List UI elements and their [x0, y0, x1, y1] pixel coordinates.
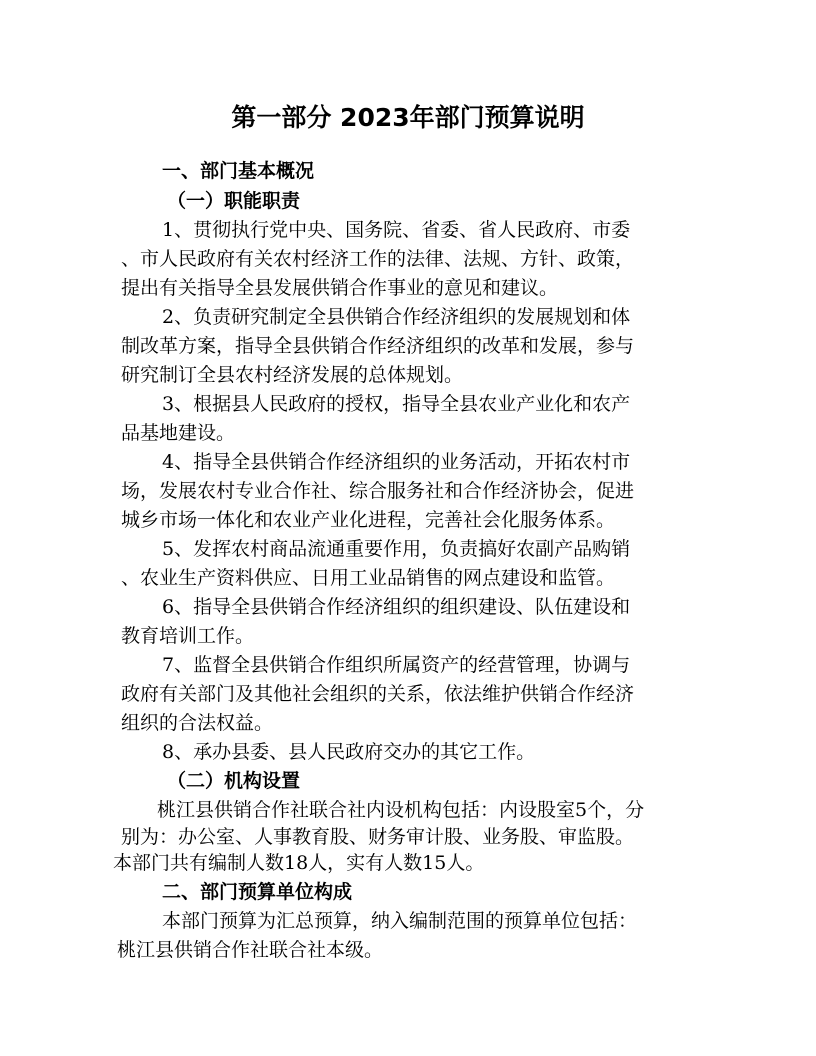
function-item-4-line-3: 城乡市场一体化和农业产业化进程，完善社会化服务体系。 [121, 509, 616, 531]
section-heading-basic-overview: 一、部门基本概况 [162, 160, 315, 182]
organization-line-2: 别为：办公室、人事教育股、财务审计股、业务股、审监股。 [121, 826, 635, 848]
organization-line-1: 桃江县供销合作社联合社内设机构包括：内设股室5个，分 [157, 799, 645, 821]
function-item-2-line-2: 制改革方案，指导全县供销合作经济组织的改革和发展，参与 [121, 335, 635, 357]
subsection-heading-organization: （二）机构设置 [167, 770, 301, 792]
function-item-3-line-2: 品基地建设。 [121, 422, 236, 444]
budget-units-line-2: 桃江县供销合作社联合社本级。 [117, 939, 384, 961]
function-item-5-line-1: 5、发挥农村商品流通重要作用，负责搞好农副产品购销 [162, 538, 631, 560]
page-title: 第一部分 2023年部门预算说明 [231, 103, 585, 132]
budget-units-line-1: 本部门预算为汇总预算，纳入编制范围的预算单位包括： [162, 910, 638, 932]
function-item-5-line-2: 、农业生产资料供应、日用工业品销售的网点建设和监管。 [121, 567, 616, 589]
function-item-8-line-1: 8、承办县委、县人民政府交办的其它工作。 [162, 741, 536, 763]
function-item-7-line-2: 政府有关部门及其他社会组织的关系，依法维护供销合作经济 [121, 683, 635, 705]
section-heading-budget-units: 二、部门预算单位构成 [162, 881, 353, 903]
function-item-3-line-1: 3、根据县人民政府的授权，指导全县农业产业化和农产 [162, 393, 631, 415]
function-item-2-line-1: 2、负责研究制定全县供销合作经济组织的发展规划和体 [162, 306, 631, 328]
organization-line-3: 本部门共有编制人数18人，实有人数15人。 [113, 852, 485, 874]
function-item-2-line-3: 研究制订全县农村经济发展的总体规划。 [121, 364, 464, 386]
function-item-7-line-1: 7、监督全县供销合作组织所属资产的经营管理，协调与 [162, 654, 631, 676]
function-item-1-line-3: 提出有关指导全县发展供销合作事业的意见和建议。 [121, 277, 559, 299]
function-item-1-line-1: 1、贯彻执行党中央、国务院、省委、省人民政府、市委 [162, 219, 631, 241]
subsection-heading-functions: （一）职能职责 [167, 190, 301, 212]
function-item-7-line-3: 组织的合法权益。 [121, 712, 274, 734]
function-item-1-line-2: 、市人民政府有关农村经济工作的法律、法规、方针、政策， [121, 248, 635, 270]
function-item-4-line-1: 4、指导全县供销合作经济组织的业务活动，开拓农村市 [162, 451, 631, 473]
function-item-4-line-2: 场，发展农村专业合作社、综合服务社和合作经济协会，促进 [121, 480, 635, 502]
function-item-6-line-2: 教育培训工作。 [121, 625, 255, 647]
function-item-6-line-1: 6、指导全县供销合作经济组织的组织建设、队伍建设和 [162, 596, 631, 618]
